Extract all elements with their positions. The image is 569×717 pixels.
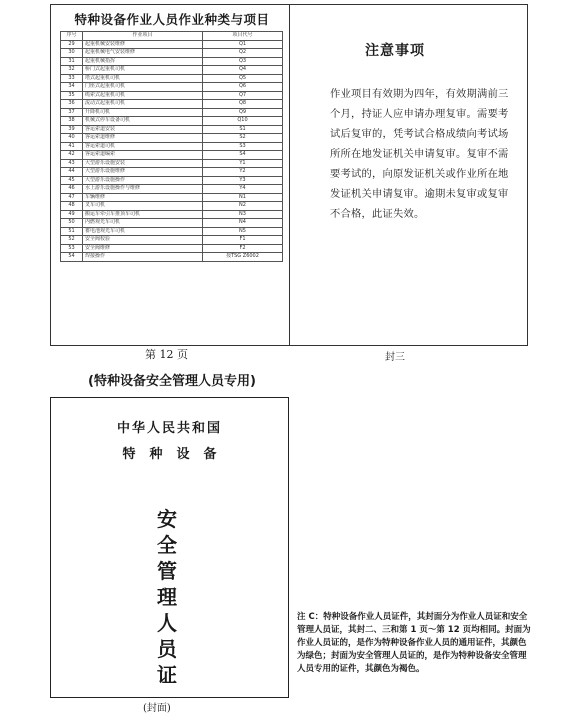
row-item: 桥门式起重机司机 [83, 66, 203, 75]
row-index: 35 [61, 91, 83, 100]
row-item: 安全阀校验 [83, 236, 203, 245]
cover-heading: (特种设备安全管理人员专用) [88, 374, 256, 389]
table-row [61, 108, 283, 117]
row-item: 搬运车牵引车推顶车司机 [83, 210, 203, 219]
table-title: 特种设备作业人员作业种类与项目 [74, 12, 270, 27]
row-item: 流动式起重机司机 [83, 100, 203, 109]
table-row [61, 159, 283, 168]
table-row [61, 185, 283, 194]
table-row [61, 193, 283, 202]
row-index: 51 [61, 227, 83, 236]
cert-char: 管 [157, 559, 177, 583]
row-index: 43 [61, 159, 83, 168]
row-index: 44 [61, 168, 83, 177]
row-item: 起重机械电气安装维修 [83, 49, 203, 58]
header-code: 项目代号 [203, 32, 283, 41]
table-row [61, 49, 283, 58]
row-code: Q3 [203, 57, 283, 66]
row-index: 36 [61, 100, 83, 109]
table-row [61, 210, 283, 219]
row-item: 车辆维修 [83, 193, 203, 202]
row-index: 47 [61, 193, 83, 202]
row-item: 客运索道安装 [83, 125, 203, 134]
back-cover-label: 封三 [385, 352, 405, 363]
row-code: N5 [203, 227, 283, 236]
row-code: N1 [203, 193, 283, 202]
table-row [61, 168, 283, 177]
footnote: 注 C：特种设备作业人员证件，其封面分为作业人员证和安全管理人员证，其封二、三和第 1 页～第 12 页均相同。封面为作业人员证的，是作为特种设备作业人员的通用证件，其颜色为绿色；封面为安全管理人员证的，是作为特种设备安全管理人员专用的证件，其颜色为褐色。 [297, 612, 531, 674]
row-index: 46 [61, 185, 83, 194]
row-item: 缆索式起重机司机 [83, 91, 203, 100]
row-item: 蓄电池观光车司机 [83, 227, 203, 236]
row-code: 按TSG Z6002 [203, 253, 283, 262]
table-row [61, 134, 283, 143]
cert-char: 员 [157, 637, 177, 661]
row-item: 机械式停车设备司机 [83, 117, 203, 126]
table-row [61, 91, 283, 100]
row-index: 53 [61, 244, 83, 253]
row-index: 49 [61, 210, 83, 219]
cover-country-name: 中华人民共和国 [116, 421, 222, 436]
row-code: Q10 [203, 117, 283, 126]
row-index: 31 [61, 57, 83, 66]
cert-char: 人 [157, 611, 177, 635]
table-header-row [61, 32, 283, 41]
table-row [61, 202, 283, 211]
row-code: F2 [203, 244, 283, 253]
row-item: 焊接操作 [83, 253, 203, 262]
cover-certificate-title [152, 506, 182, 688]
table-row [61, 83, 283, 92]
table-row [61, 66, 283, 75]
row-code: S3 [203, 142, 283, 151]
row-item: 门座式起重机司机 [83, 83, 203, 92]
table-row [61, 219, 283, 228]
row-code: Q5 [203, 74, 283, 83]
notice-body [330, 84, 510, 224]
row-code: Y1 [203, 159, 283, 168]
row-item: 大型游乐设施维修 [83, 168, 203, 177]
row-index: 29 [61, 40, 83, 49]
cert-char: 理 [157, 585, 177, 609]
table-row [61, 125, 283, 134]
row-item: 客运索道维修 [83, 134, 203, 143]
row-code: F1 [203, 236, 283, 245]
row-code: Q7 [203, 91, 283, 100]
row-code: S1 [203, 125, 283, 134]
work-items-table [60, 31, 282, 262]
row-item: 叉车司机 [83, 202, 203, 211]
row-code: Y4 [203, 185, 283, 194]
row-index: 33 [61, 74, 83, 83]
table-row [61, 253, 283, 262]
page-number-label: 第 12 页 [145, 348, 188, 361]
row-code: S4 [203, 151, 283, 160]
row-code: Q8 [203, 100, 283, 109]
row-code: Q6 [203, 83, 283, 92]
row-index: 48 [61, 202, 83, 211]
row-item: 大型游乐设施操作 [83, 176, 203, 185]
cert-char: 安 [157, 507, 177, 531]
notice-title: 注意事项 [365, 43, 425, 59]
front-cover-label: (封面) [143, 703, 171, 714]
table-row [61, 57, 283, 66]
table-row [61, 40, 283, 49]
row-code: Q2 [203, 49, 283, 58]
row-item: 客运索道编索 [83, 151, 203, 160]
row-code: Y3 [203, 176, 283, 185]
row-item: 客运索道司机 [83, 142, 203, 151]
table-row [61, 100, 283, 109]
header-item: 作业项目 [83, 32, 203, 41]
table-row [61, 151, 283, 160]
spread-divider [289, 4, 290, 346]
row-index: 34 [61, 83, 83, 92]
table-row [61, 142, 283, 151]
row-code: N2 [203, 202, 283, 211]
row-index: 40 [61, 134, 83, 143]
table-row [61, 176, 283, 185]
row-item: 水上游乐设施操作与维修 [83, 185, 203, 194]
row-item: 安全阀维修 [83, 244, 203, 253]
row-item: 升降机司机 [83, 108, 203, 117]
row-index: 41 [61, 142, 83, 151]
row-index: 42 [61, 151, 83, 160]
row-index: 37 [61, 108, 83, 117]
cover-equipment-label: 特种设备 [122, 447, 231, 462]
row-code: N4 [203, 219, 283, 228]
row-index: 39 [61, 125, 83, 134]
row-code: S2 [203, 134, 283, 143]
row-item: 塔式起重机司机 [83, 74, 203, 83]
cert-char: 证 [157, 663, 177, 687]
table-row [61, 117, 283, 126]
table-row [61, 236, 283, 245]
row-index: 38 [61, 117, 83, 126]
row-code: N3 [203, 210, 283, 219]
row-index: 30 [61, 49, 83, 58]
table-row [61, 227, 283, 236]
row-item: 大型游乐设施安装 [83, 159, 203, 168]
header-index: 序号 [61, 32, 83, 41]
table-row [61, 244, 283, 253]
row-code: Q4 [203, 66, 283, 75]
row-item: 起重机械指挥 [83, 57, 203, 66]
table-row [61, 74, 283, 83]
row-index: 50 [61, 219, 83, 228]
cert-char: 全 [157, 533, 177, 557]
row-item: 内燃观光车司机 [83, 219, 203, 228]
row-item: 起重机械安装维修 [83, 40, 203, 49]
row-index: 54 [61, 253, 83, 262]
row-code: Y2 [203, 168, 283, 177]
row-code: Q9 [203, 108, 283, 117]
row-index: 45 [61, 176, 83, 185]
row-index: 32 [61, 66, 83, 75]
row-index: 52 [61, 236, 83, 245]
notice-text: 作业项目有效期为四年，有效期满前三个月，持证人应申请办理复审。需要考试后复审的，凭考试合格成绩向考试场所所在地发证机关申请复审。复审不需要考试的，向原发证机关或作业所在地发证机关申请复审。逾期未复审或复审不合格，此证失效。 [330, 88, 509, 220]
row-code: Q1 [203, 40, 283, 49]
